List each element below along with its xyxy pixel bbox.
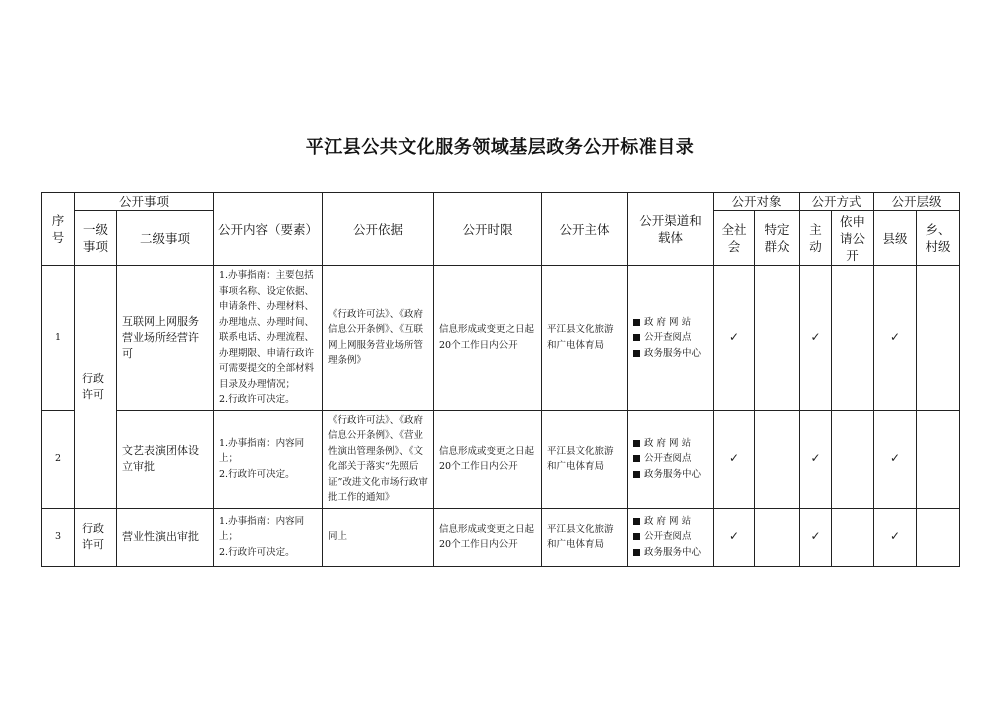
row-channels [628, 266, 714, 411]
row-obj-specific [755, 266, 800, 411]
row-basis: 同上 [323, 508, 434, 566]
channel-item: 政 府 网 站 [633, 315, 708, 331]
row-obj-specific [755, 410, 800, 508]
row-content: 1.办事指南：内容同上； 2.行政许可决定。 [214, 410, 323, 508]
header-time-limit: 公开时限 [434, 193, 542, 266]
row-basis: 《行政许可法》、《政府信息公开条例》、《互联网上网服务营业场所管理条例》 [323, 266, 434, 411]
row-content: 1.办事指南：内容同上； 2.行政许可决定。 [214, 508, 323, 566]
row-subject: 平江县文化旅游和广电体育局 [542, 410, 628, 508]
bullet-square-icon [633, 518, 640, 525]
header-channel: 公开渠道和载体 [628, 193, 714, 266]
row-time-limit: 信息形成或变更之日起20个工作日内公开 [434, 266, 542, 411]
checkmark-icon: ✓ [800, 410, 832, 508]
header-level-county: 县级 [874, 211, 917, 266]
row-channels [628, 508, 714, 566]
row-level2: 文艺表演团体设立审批 [117, 410, 214, 508]
table-row [42, 508, 960, 566]
header-level1: 一级事项 [75, 211, 117, 266]
table-row [42, 410, 960, 508]
bullet-square-icon [633, 455, 640, 462]
header-method-apply: 依申请公开 [832, 211, 874, 266]
channel-item: 政务服务中心 [633, 467, 708, 483]
document-title: 平江县公共文化服务领域基层政务公开标准目录 [305, 137, 695, 158]
header-subject: 公开主体 [542, 193, 628, 266]
row-level1: 行政许可 [75, 266, 117, 509]
channel-item: 公开查阅点 [633, 529, 708, 545]
channel-item: 政 府 网 站 [633, 436, 708, 452]
row-method-apply [832, 410, 874, 508]
row-seq: 2 [42, 410, 75, 508]
row-time-limit: 信息形成或变更之日起20个工作日内公开 [434, 410, 542, 508]
row-subject: 平江县文化旅游和广电体育局 [542, 508, 628, 566]
table-row [42, 266, 960, 411]
row-level-town [917, 266, 960, 411]
checkmark-icon: ✓ [800, 508, 832, 566]
channel-item: 公开查阅点 [633, 330, 708, 346]
header-obj-specific: 特定群众 [755, 211, 800, 266]
bullet-square-icon [633, 350, 640, 357]
checkmark-icon: ✓ [714, 266, 755, 411]
header-basis: 公开依据 [323, 193, 434, 266]
bullet-square-icon [633, 319, 640, 326]
header-method-group: 公开方式 [800, 193, 874, 211]
row-content: 1.办事指南：主要包括事项名称、设定依据、申请条件、办理材料、办理地点、办理时间、联系电话、办理流程、办理期限、申请行政许可需要提交的全部材料目录及办理情况； 2.行政许可决定。 [214, 266, 323, 411]
header-seq: 序号 [42, 193, 75, 266]
header-level-town: 乡、村级 [917, 211, 960, 266]
checkmark-icon: ✓ [714, 508, 755, 566]
header-method-active: 主动 [800, 211, 832, 266]
checkmark-icon: ✓ [874, 508, 917, 566]
row-basis: 《行政许可法》、《政府信息公开条例》、《营业性演出管理条例》、《文化部关于落实“先照后证”改进文化市场行政审批工作的通知》 [323, 410, 434, 508]
header-level-group: 公开层级 [874, 193, 960, 211]
bullet-square-icon [633, 440, 640, 447]
row-obj-specific [755, 508, 800, 566]
disclosure-catalog-table [41, 192, 960, 567]
row-level2: 营业性演出审批 [117, 508, 214, 566]
bullet-square-icon [633, 549, 640, 556]
row-channels [628, 410, 714, 508]
header-content: 公开内容（要素） [214, 193, 323, 266]
row-time-limit: 信息形成或变更之日起20个工作日内公开 [434, 508, 542, 566]
channel-item: 政 府 网 站 [633, 514, 708, 530]
checkmark-icon: ✓ [714, 410, 755, 508]
row-level-town [917, 410, 960, 508]
row-level-town [917, 508, 960, 566]
row-method-apply [832, 508, 874, 566]
header-row-1 [42, 193, 960, 211]
bullet-square-icon [633, 334, 640, 341]
header-object-group: 公开对象 [714, 193, 800, 211]
channel-item: 公开查阅点 [633, 451, 708, 467]
row-method-apply [832, 266, 874, 411]
checkmark-icon: ✓ [874, 410, 917, 508]
bullet-square-icon [633, 533, 640, 540]
header-level2: 二级事项 [117, 211, 214, 266]
checkmark-icon: ✓ [800, 266, 832, 411]
header-matter-group: 公开事项 [75, 193, 214, 211]
bullet-square-icon [633, 471, 640, 478]
row-level1: 行政许可 [75, 508, 117, 566]
checkmark-icon: ✓ [874, 266, 917, 411]
channel-item: 政务服务中心 [633, 545, 708, 561]
row-seq: 3 [42, 508, 75, 566]
row-level2: 互联网上网服务营业场所经营许可 [117, 266, 214, 411]
header-obj-all: 全社会 [714, 211, 755, 266]
row-seq: 1 [42, 266, 75, 411]
row-subject: 平江县文化旅游和广电体育局 [542, 266, 628, 411]
channel-item: 政务服务中心 [633, 346, 708, 362]
